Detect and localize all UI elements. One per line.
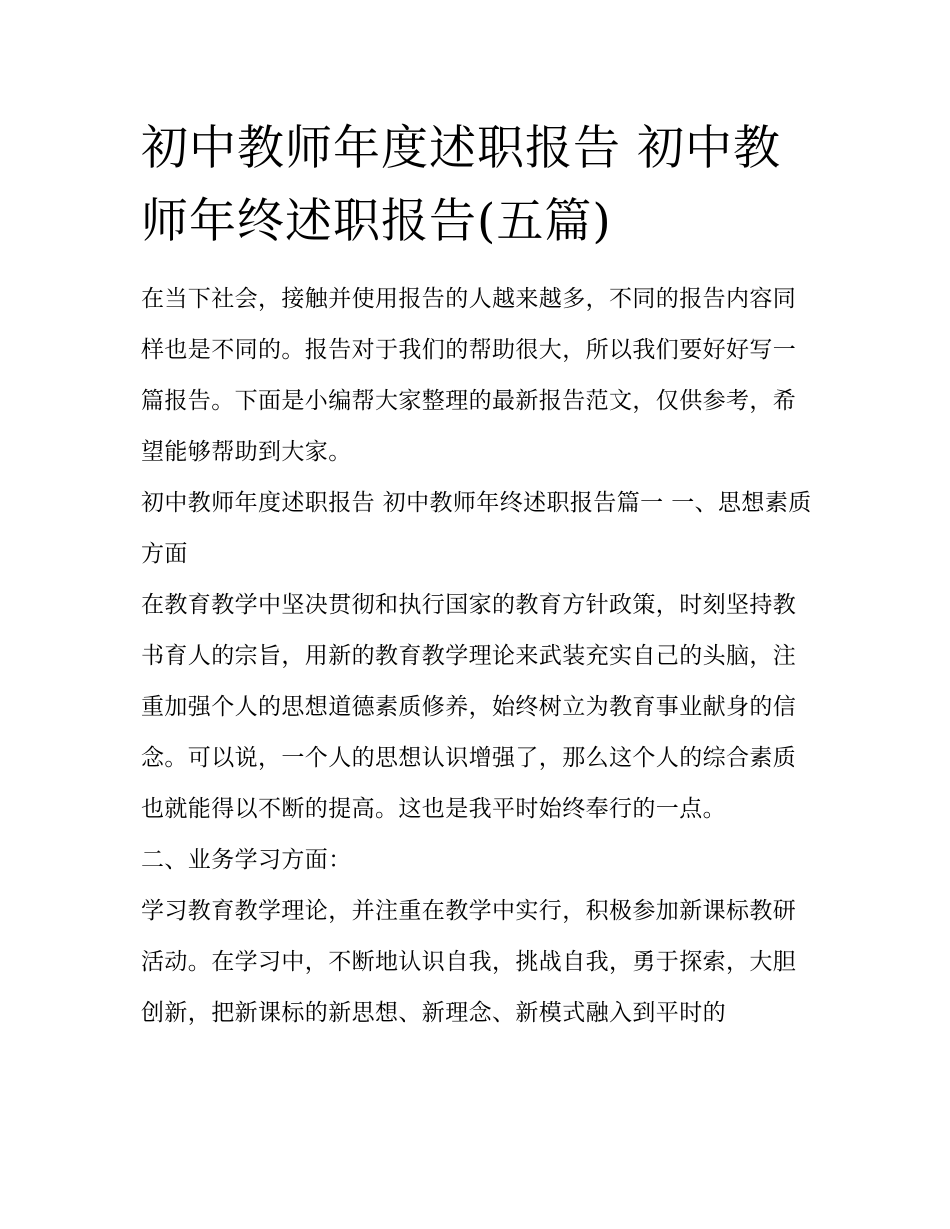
intro-paragraph: 在当下社会，接触并使用报告的人越来越多，不同的报告内容同样也是不同的。报告对于我们的帮助很大，所以我们要好好写一篇报告。下面是小编帮大家整理的最新报告范文，仅供参考，希望能够帮助到大家。	[141, 286, 797, 465]
section-heading-paragraph: 初中教师年度述职报告 初中教师年终述职报告篇一 一、思想素质方面	[141, 490, 812, 567]
section-heading-business-study: 二、业务学习方面：	[141, 847, 352, 873]
business-study-paragraph: 学习教育教学理论，并注重在教学中实行，积极参加新课标教研活动。在学习中，不断地认识自我，挑战自我，勇于探索，大胆创新，把新课标的新思想、新理念、新模式融入到平时的	[141, 898, 797, 1026]
thought-quality-paragraph: 在教育教学中坚决贯彻和执行国家的教育方针政策，时刻坚持教书育人的宗旨，用新的教育教学理论来武装充实自己的头脑，注重加强个人的思想道德素质修养，始终树立为教育事业献身的信念。可以说，一个人的思想认识增强了，那么这个人的综合素质也就能得以不断的提高。这也是我平时始终奉行的一点。	[141, 592, 797, 822]
document-body	[141, 112, 813, 1039]
title-spacer	[141, 258, 813, 274]
document-title: 初中教师年度述职报告 初中教师年终述职报告(五篇)	[141, 121, 781, 249]
